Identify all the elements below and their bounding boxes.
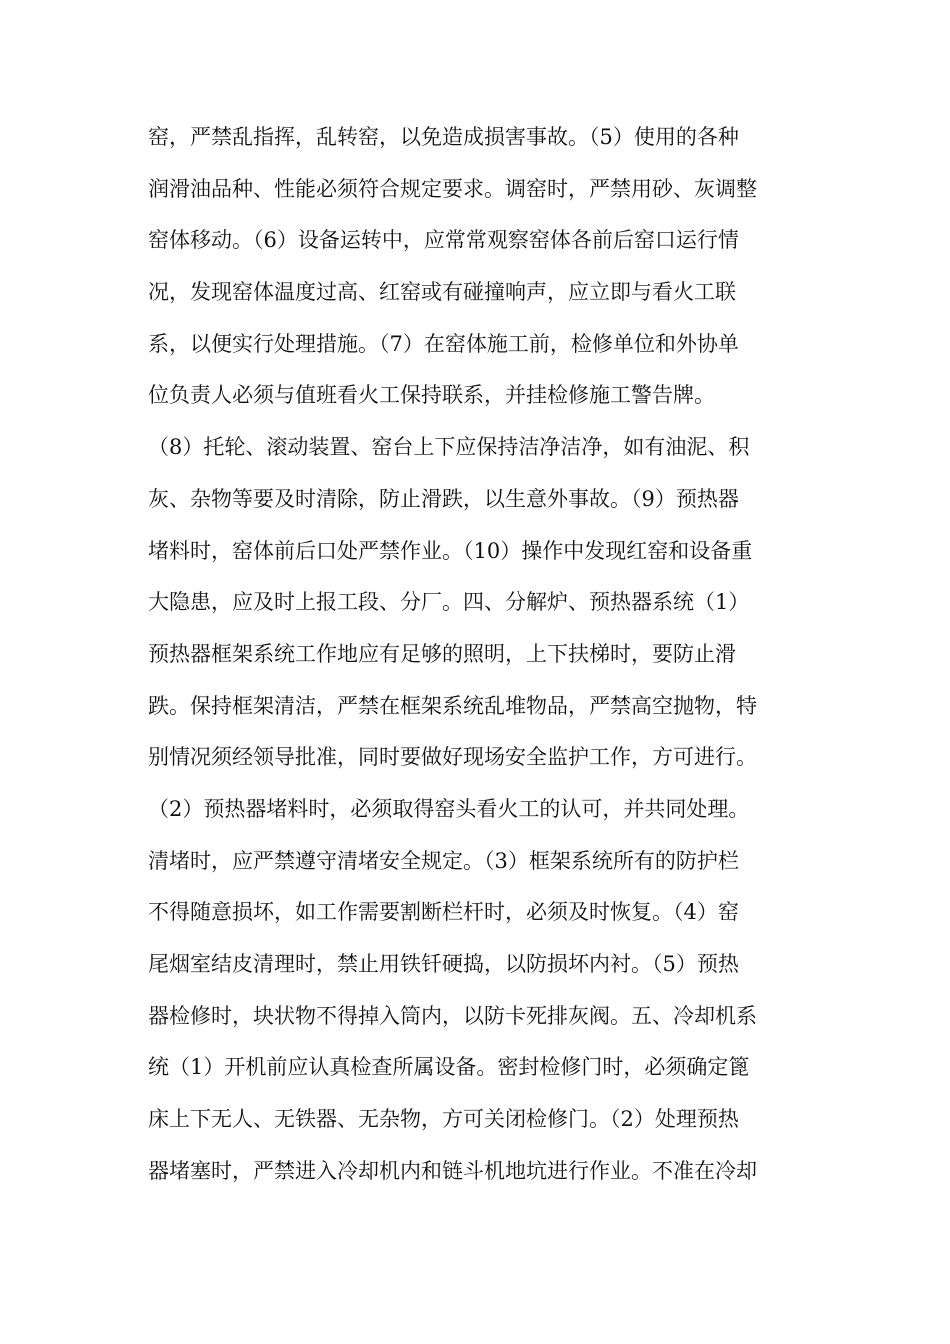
- body-text: [148, 112, 808, 1197]
- text-line: 灰、杂物等要及时清除，防止滑跌，以生意外事故。（9）预热器: [148, 486, 739, 511]
- text-line: 尾烟室结皮清理时，禁止用铁钎硬捣，以防损坏内衬。（5）预热: [148, 952, 739, 976]
- text-line: 窑体移动。（6）设备运转中，应常常观察窑体各前后窑口运行情: [148, 228, 739, 253]
- text-line: 预热器框架系统工作地应有足够的照明，上下扶梯时，要防止滑: [148, 641, 736, 666]
- text-line: 窑，严禁乱指挥，乱转窑，以免造成损害事故。（5）使用的各种: [148, 125, 739, 149]
- text-line: （2）预热器堵料时，必须取得窑头看火工的认可，并共同处理。: [148, 796, 750, 821]
- text-line: 器堵塞时，严禁进入冷却机内和链斗机地坑进行作业。不准在冷却: [148, 1158, 757, 1183]
- text-line: 位负责人必须与值班看火工保持联系，并挂检修施工警告牌。: [148, 383, 715, 408]
- text-line: 清堵时，应严禁遵守清堵安全规定。（3）框架系统所有的防护栏: [148, 848, 739, 873]
- text-line: 器检修时，块状物不得掉入筒内，以防卡死排灰阀。五、冷却机系: [148, 1003, 757, 1028]
- text-line: 堵料时，窑体前后口处严禁作业。（10）操作中发现红窑和设备重: [148, 538, 753, 563]
- text-line: 润滑油品种、性能必须符合规定要求。调窑时，严禁用砂、灰调整: [148, 176, 757, 201]
- text-line: （8）托轮、滚动装置、窑台上下应保持洁净洁净，如有油泥、积: [148, 435, 750, 460]
- text-line: 况，发现窑体温度过高、红窑或有碰撞响声，应立即与看火工联: [148, 280, 736, 305]
- text-line: 不得随意损坏，如工作需要割断栏杆时，必须及时恢复。（4）窑: [148, 900, 739, 925]
- text-line: 别情况须经领导批准，同时要做好现场安全监护工作，方可进行。: [148, 745, 757, 770]
- text-line: 跌。保持框架清洁，严禁在框架系统乱堆物品，严禁高空抛物，特: [148, 693, 757, 718]
- text-line: 床上下无人、无铁器、无杂物，方可关闭检修门。（2）处理预热: [148, 1107, 739, 1132]
- text-line: 大隐患，应及时上报工段、分厂。四、分解炉、预热器系统（1）: [148, 590, 750, 615]
- text-line: 系，以便实行处理措施。（7）在窑体施工前，检修单位和外协单: [148, 331, 739, 356]
- text-line: 统（1）开机前应认真检查所属设备。密封检修门时，必须确定篦: [148, 1055, 750, 1080]
